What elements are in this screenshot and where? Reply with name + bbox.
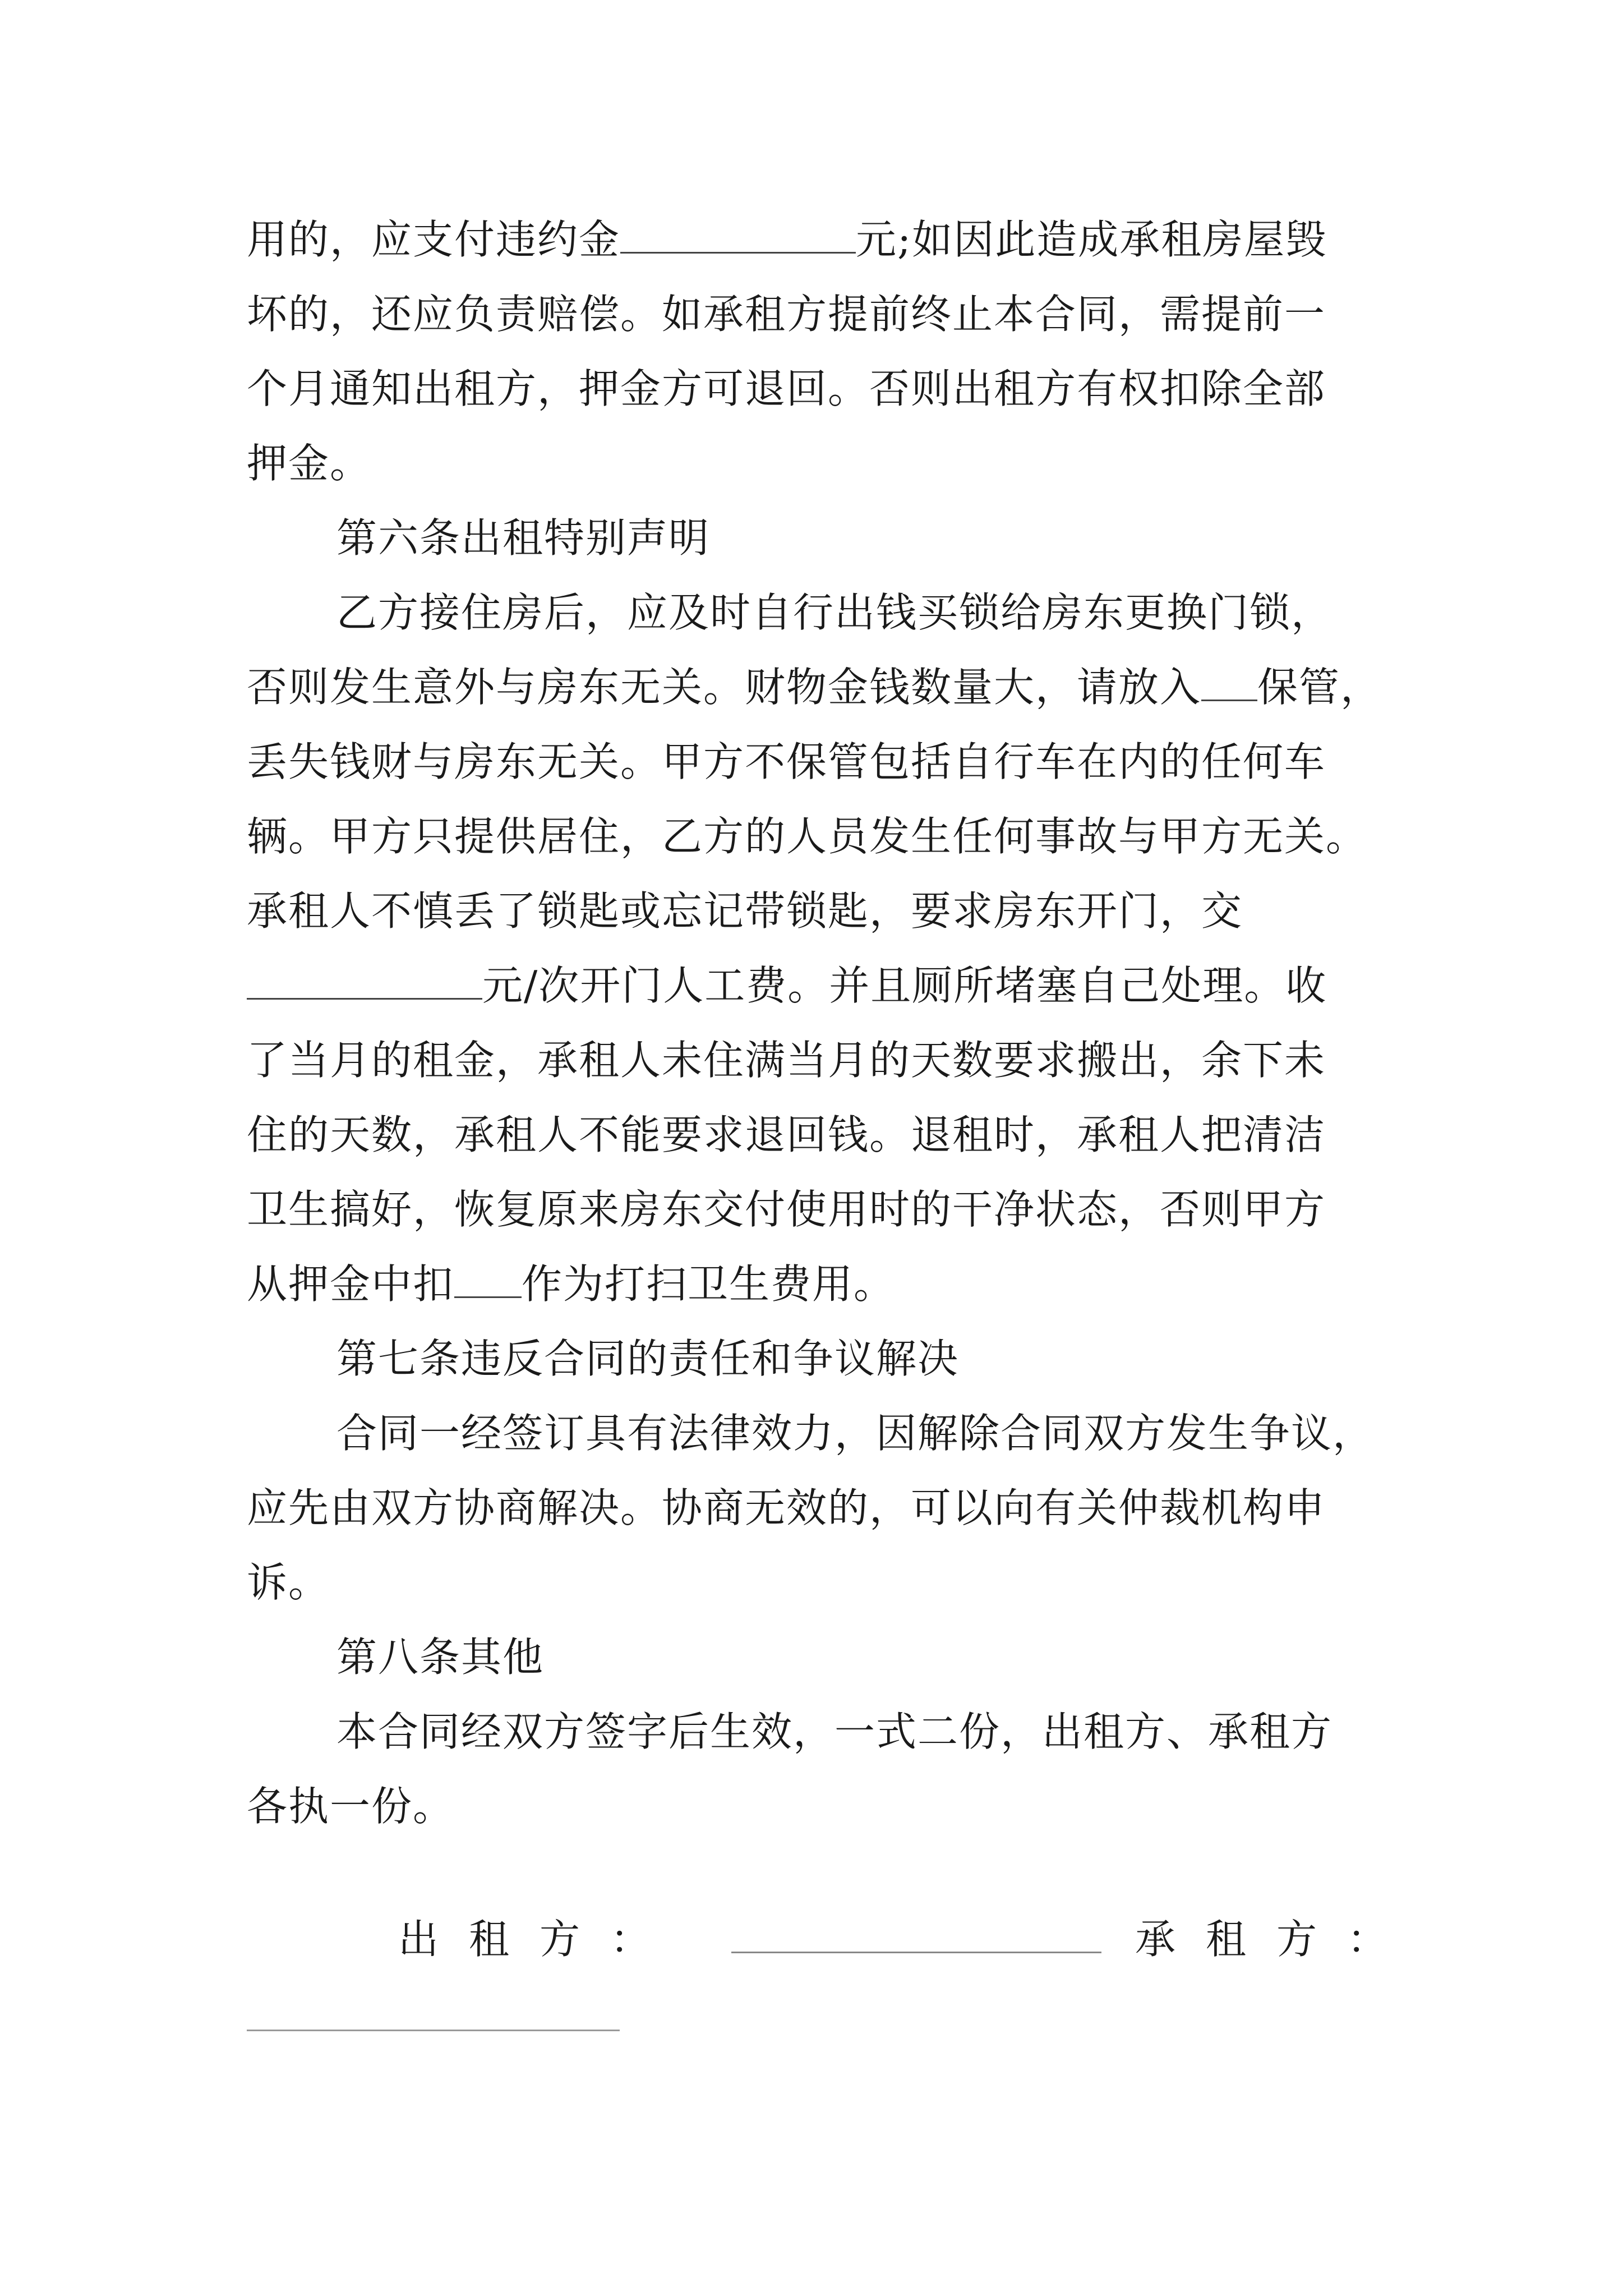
text-segment: 元;如因此造成承租房屋毁 [856,216,1327,263]
text-line: 丢失钱财与房东无关。甲方不保管包括自行车在内的任何车 [247,738,1326,785]
text-line [247,662,1382,712]
text-line: 了当月的租金，承租人未住满当月的天数要求搬出，余下未 [247,1037,1326,1084]
lessor-label: 出租方： [398,1916,681,1963]
text-line [247,214,1327,265]
text-segment: 保管， [1257,664,1382,711]
text-line: 辆。甲方只提供居住，乙方的人员发生任何事故与甲方无关。 [247,813,1368,860]
text-line: 坏的，还应负责赔偿。如承租方提前终止本合同，需提前一 [247,291,1326,338]
fill-blank [454,1259,522,1298]
fill-blank [1201,662,1257,701]
lessee-label: 承租方： [1135,1916,1418,1963]
text-line: 应先由双方协商解决。协商无效的，可以向有关仲裁机构申 [247,1484,1326,1531]
text-line: 各执一份。 [247,1783,455,1830]
text-segment: 作为打扫卫生费用。 [522,1260,896,1308]
text-line: 卫生搞好，恢复原来房东交付使用时的干净状态，否则甲方 [247,1186,1326,1233]
text-line [247,1259,895,1309]
text-line: 本合同经双方签字后生效，一式二份，出租方、承租方 [336,1708,1333,1755]
signature-line [398,1914,1418,1964]
lessee-signature-blank [247,2030,620,2031]
text-line: 诉。 [247,1559,330,1606]
text-line: 住的天数，承租人不能要求退回钱。退租时，承租人把清洁 [247,1111,1326,1158]
text-segment: 从押金中扣 [247,1260,455,1308]
text-line: 合同一经签订具有法律效力，因解除合同双方发生争议， [336,1410,1375,1457]
text-line: 押金。 [247,440,372,487]
fill-blank [247,961,482,1000]
text-line: 承租人不慎丢了锁匙或忘记带锁匙，要求房东开门，交 [247,887,1243,935]
text-line: 个月通知出租方，押金方可退回。否则出租方有权扣除全部 [247,365,1326,412]
text-segment: 否则发生意外与房东无关。财物金钱数量大，请放入 [247,664,1202,711]
text-segment: 用的，应支付违约金 [247,216,621,263]
fill-blank [620,215,856,254]
text-line: 乙方接住房后，应及时自行出钱买锁给房东更换门锁， [336,589,1333,636]
section-heading: 第七条违反合同的责任和争议解决 [336,1335,960,1382]
text-line [247,960,1327,1011]
text-segment: 元/次开门人工费。并且厕所堵塞自己处理。收 [482,962,1327,1009]
section-heading: 第八条其他 [336,1634,545,1681]
section-heading: 第六条出租特别声明 [336,514,711,562]
lessor-signature-blank [731,1918,1101,1953]
